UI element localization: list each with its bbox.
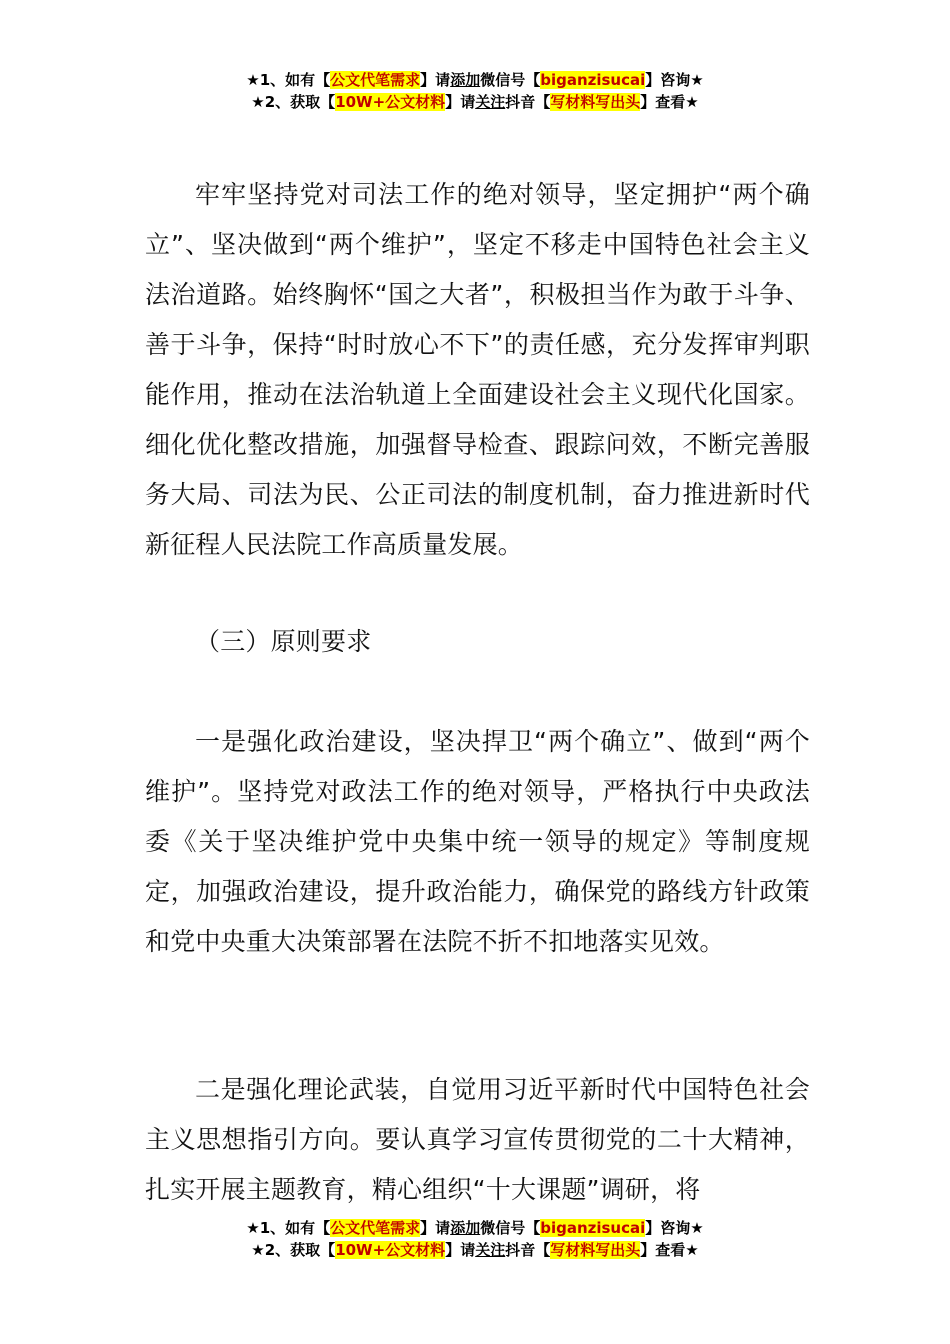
footer-banner (0, 1217, 950, 1261)
banner-text: 】请 (420, 71, 451, 89)
banner-highlight: 公文代笔需求 (330, 1219, 421, 1237)
section-heading: （三）原则要求 (195, 627, 372, 656)
banner-underlined: 添加 (450, 1219, 481, 1237)
banner-text: 微信号【 (480, 71, 541, 89)
banner-text: 】请 (445, 93, 476, 111)
banner-highlight: 写材料写出头 (550, 1241, 641, 1259)
banner-text: 】请 (420, 1219, 451, 1237)
banner-line-1 (0, 69, 950, 91)
banner-text: 微信号【 (480, 1219, 541, 1237)
banner-text: 】查看★ (640, 93, 699, 111)
body-paragraph: 一是强化政治建设，坚决捍卫“两个确立”、做到“两个维护”。坚持党对政法工作的绝对领导，严格执行中央政法委《关于坚决维护党中央集中统一领导的规定》等制度规定，加强政治建设，提升政治能力，确保党的路线方针政策和党中央重大决策部署在法院不折不扣地落实见效。 (145, 727, 810, 956)
banner-text: ★1、如有【 (246, 1219, 331, 1237)
banner-line-2 (0, 91, 950, 113)
banner-line-1 (0, 1217, 950, 1239)
body-paragraph: 二是强化理论武装，自觉用习近平新时代中国特色社会主义思想指引方向。要认真学习宣传贯彻党的二十大精神，扎实开展主题教育，精心组织“十大课题”调研，将 (145, 1075, 810, 1204)
banner-text: 抖音【 (505, 1241, 551, 1259)
banner-text: 】咨询★ (645, 71, 704, 89)
banner-highlight: biganzisucai (540, 71, 646, 89)
banner-text: 抖音【 (505, 93, 551, 111)
banner-text: 】咨询★ (645, 1219, 704, 1237)
banner-highlight: 10W+公文材料 (335, 1241, 446, 1259)
banner-text: ★2、获取【 (251, 93, 336, 111)
body-paragraph: 牢牢坚持党对司法工作的绝对领导，坚定拥护“两个确立”、坚决做到“两个维护”，坚定不移走中国特色社会主义法治道路。始终胸怀“国之大者”，积极担当作为敢于斗争、善于斗争，保持“时时放心不下”的责任感，充分发挥审判职能作用，推动在法治轨道上全面建设社会主义现代化国家。细化优化整改措施，加强督导检查、跟踪问效，不断完善服务大局、司法为民、公正司法的制度机制，奋力推进新时代新征程人民法院工作高质量发展。 (145, 180, 810, 559)
banner-underlined: 关注 (475, 1241, 506, 1259)
header-banner (0, 69, 950, 113)
banner-text: ★2、获取【 (251, 1241, 336, 1259)
banner-text: 】请 (445, 1241, 476, 1259)
banner-underlined: 添加 (450, 71, 481, 89)
banner-line-2 (0, 1239, 950, 1261)
banner-underlined: 关注 (475, 93, 506, 111)
banner-highlight: 写材料写出头 (550, 93, 641, 111)
banner-highlight: 公文代笔需求 (330, 71, 421, 89)
banner-highlight: biganzisucai (540, 1219, 646, 1237)
banner-text: 】查看★ (640, 1241, 699, 1259)
banner-text: ★1、如有【 (246, 71, 331, 89)
banner-highlight: 10W+公文材料 (335, 93, 446, 111)
